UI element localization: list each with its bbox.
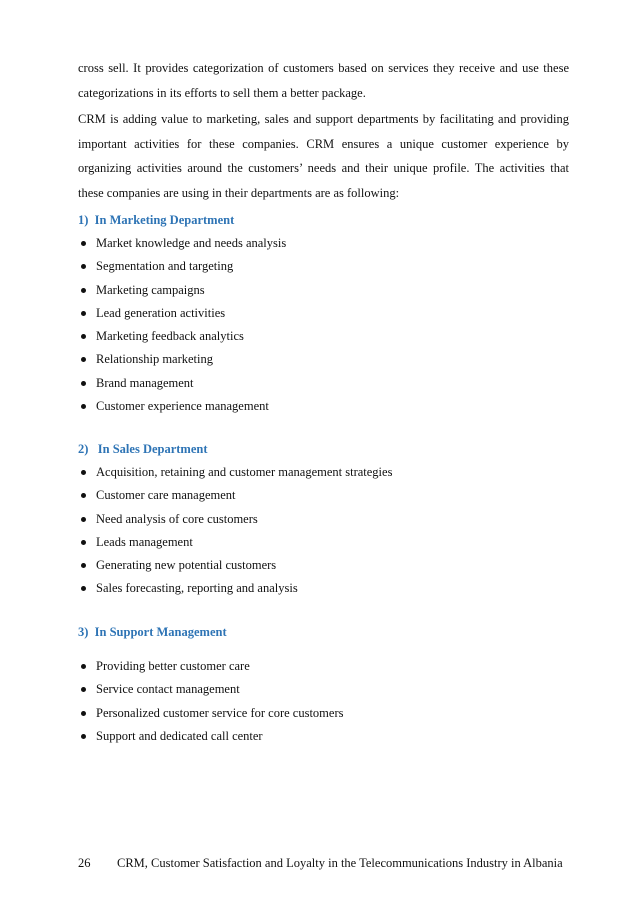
footer-title: CRM, Customer Satisfaction and Loyalty in the Telecommunications Industry in Albania xyxy=(117,856,563,870)
sales-list xyxy=(78,464,569,604)
bullet-icon xyxy=(81,517,86,522)
section-heading-marketing: 1) In Marketing Department xyxy=(78,213,235,227)
list-item: Support and dedicated call center xyxy=(78,728,569,751)
list-item: Personalized customer service for core customers xyxy=(78,705,569,728)
list-item: Marketing campaigns xyxy=(78,282,569,305)
bullet-icon xyxy=(81,404,86,409)
list-item: Need analysis of core customers xyxy=(78,511,569,534)
list-item: Market knowledge and needs analysis xyxy=(78,235,569,258)
bullet-icon xyxy=(81,687,86,692)
bullet-icon xyxy=(81,563,86,568)
list-item: Customer care management xyxy=(78,487,569,510)
bullet-icon xyxy=(81,664,86,669)
list-item: Generating new potential customers xyxy=(78,557,569,580)
bullet-icon xyxy=(81,540,86,545)
section-heading-sales: 2) In Sales Department xyxy=(78,442,208,456)
list-item: Acquisition, retaining and customer management strategies xyxy=(78,464,569,487)
list-item: Sales forecasting, reporting and analysis xyxy=(78,580,569,603)
bullet-icon xyxy=(81,381,86,386)
bullet-icon xyxy=(81,241,86,246)
list-item: Brand management xyxy=(78,375,569,398)
list-item: Segmentation and targeting xyxy=(78,258,569,281)
bullet-icon xyxy=(81,493,86,498)
page-number: 26 xyxy=(78,856,91,870)
bullet-icon xyxy=(81,311,86,316)
list-item: Marketing feedback analytics xyxy=(78,328,569,351)
bullet-icon xyxy=(81,288,86,293)
marketing-list xyxy=(78,235,569,421)
bullet-icon xyxy=(81,470,86,475)
bullet-icon xyxy=(81,734,86,739)
list-item: Customer experience management xyxy=(78,398,569,421)
list-item: Leads management xyxy=(78,534,569,557)
paragraph-crm-value: CRM is adding value to marketing, sales and support departments by facilitating and providing important activities for these companies. CRM ensures a unique customer experience by organizing activities around the customers’ needs and their unique profile. The activities that these companies are using in their departments are as following: xyxy=(78,112,569,200)
paragraph-cross-sell: cross sell. It provides categorization of customers based on services they receive and use these categorizations in its efforts to sell them a better package. xyxy=(78,61,569,100)
bullet-icon xyxy=(81,334,86,339)
support-list xyxy=(78,658,569,751)
bullet-icon xyxy=(81,586,86,591)
list-item: Providing better customer care xyxy=(78,658,569,681)
bullet-icon xyxy=(81,357,86,362)
list-item: Relationship marketing xyxy=(78,351,569,374)
bullet-icon xyxy=(81,711,86,716)
list-item: Service contact management xyxy=(78,681,569,704)
list-item: Lead generation activities xyxy=(78,305,569,328)
section-heading-support: 3) In Support Management xyxy=(78,625,227,639)
bullet-icon xyxy=(81,264,86,269)
